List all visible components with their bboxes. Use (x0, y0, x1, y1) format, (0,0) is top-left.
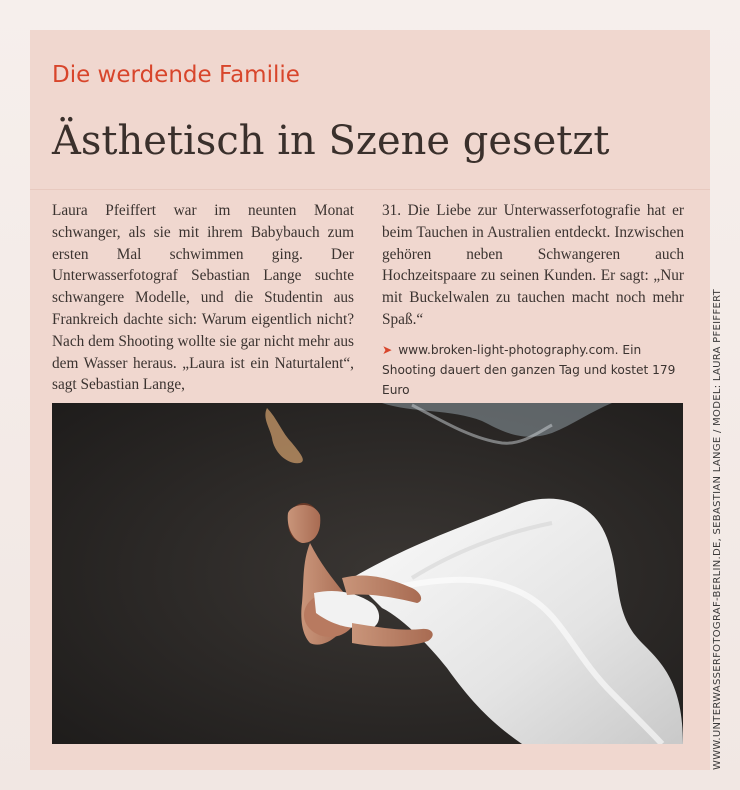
arrow-right-icon: ➤ (382, 343, 393, 357)
article-kicker: Die werdende Familie (52, 62, 300, 88)
info-note-text[interactable]: www.broken-light-photography.com. Ein Shooting dauert den ganzen Tag und kostet 179 Euro (382, 343, 676, 397)
body-text-1: Laura Pfeiffert war im neunten Monat schwanger, als sie mit ihrem Babybauch zum ersten Mal schwimmen ging. Der Unterwasserfotograf Sebastian Lange suchte schwangere Modelle, und die Studentin aus Frankreich dachte sich: Warum eigentlich nicht? Nach dem Shooting wollte sie gar nicht mehr aus dem Wasser heraus. „Laura ist ein Naturtalent“, sagt Sebastian Lange, (52, 202, 354, 394)
photo-credit: WWW.UNTERWASSERFOTOGRAF-BERLIN.DE, SEBASTIAN LANGE / MODEL: LAURA PFEIFFERT (712, 288, 723, 770)
body-column-2 (382, 200, 684, 331)
underwater-photo (52, 403, 683, 744)
body-text-2: 31. Die Liebe zur Unterwasserfotografie hat er beim Tauchen in Australien entdeckt. Inzwischen gehören neben Schwangeren auch Hochzeitspaare zu seinen Kunden. Er sagt: „Nur mit Buckelwalen zu tauchen macht noch mehr Spaß.“ (382, 202, 684, 328)
article-headline: Ästhetisch in Szene gesetzt (52, 118, 610, 164)
body-column-1 (52, 200, 354, 396)
info-note (382, 340, 692, 400)
divider (30, 189, 710, 190)
